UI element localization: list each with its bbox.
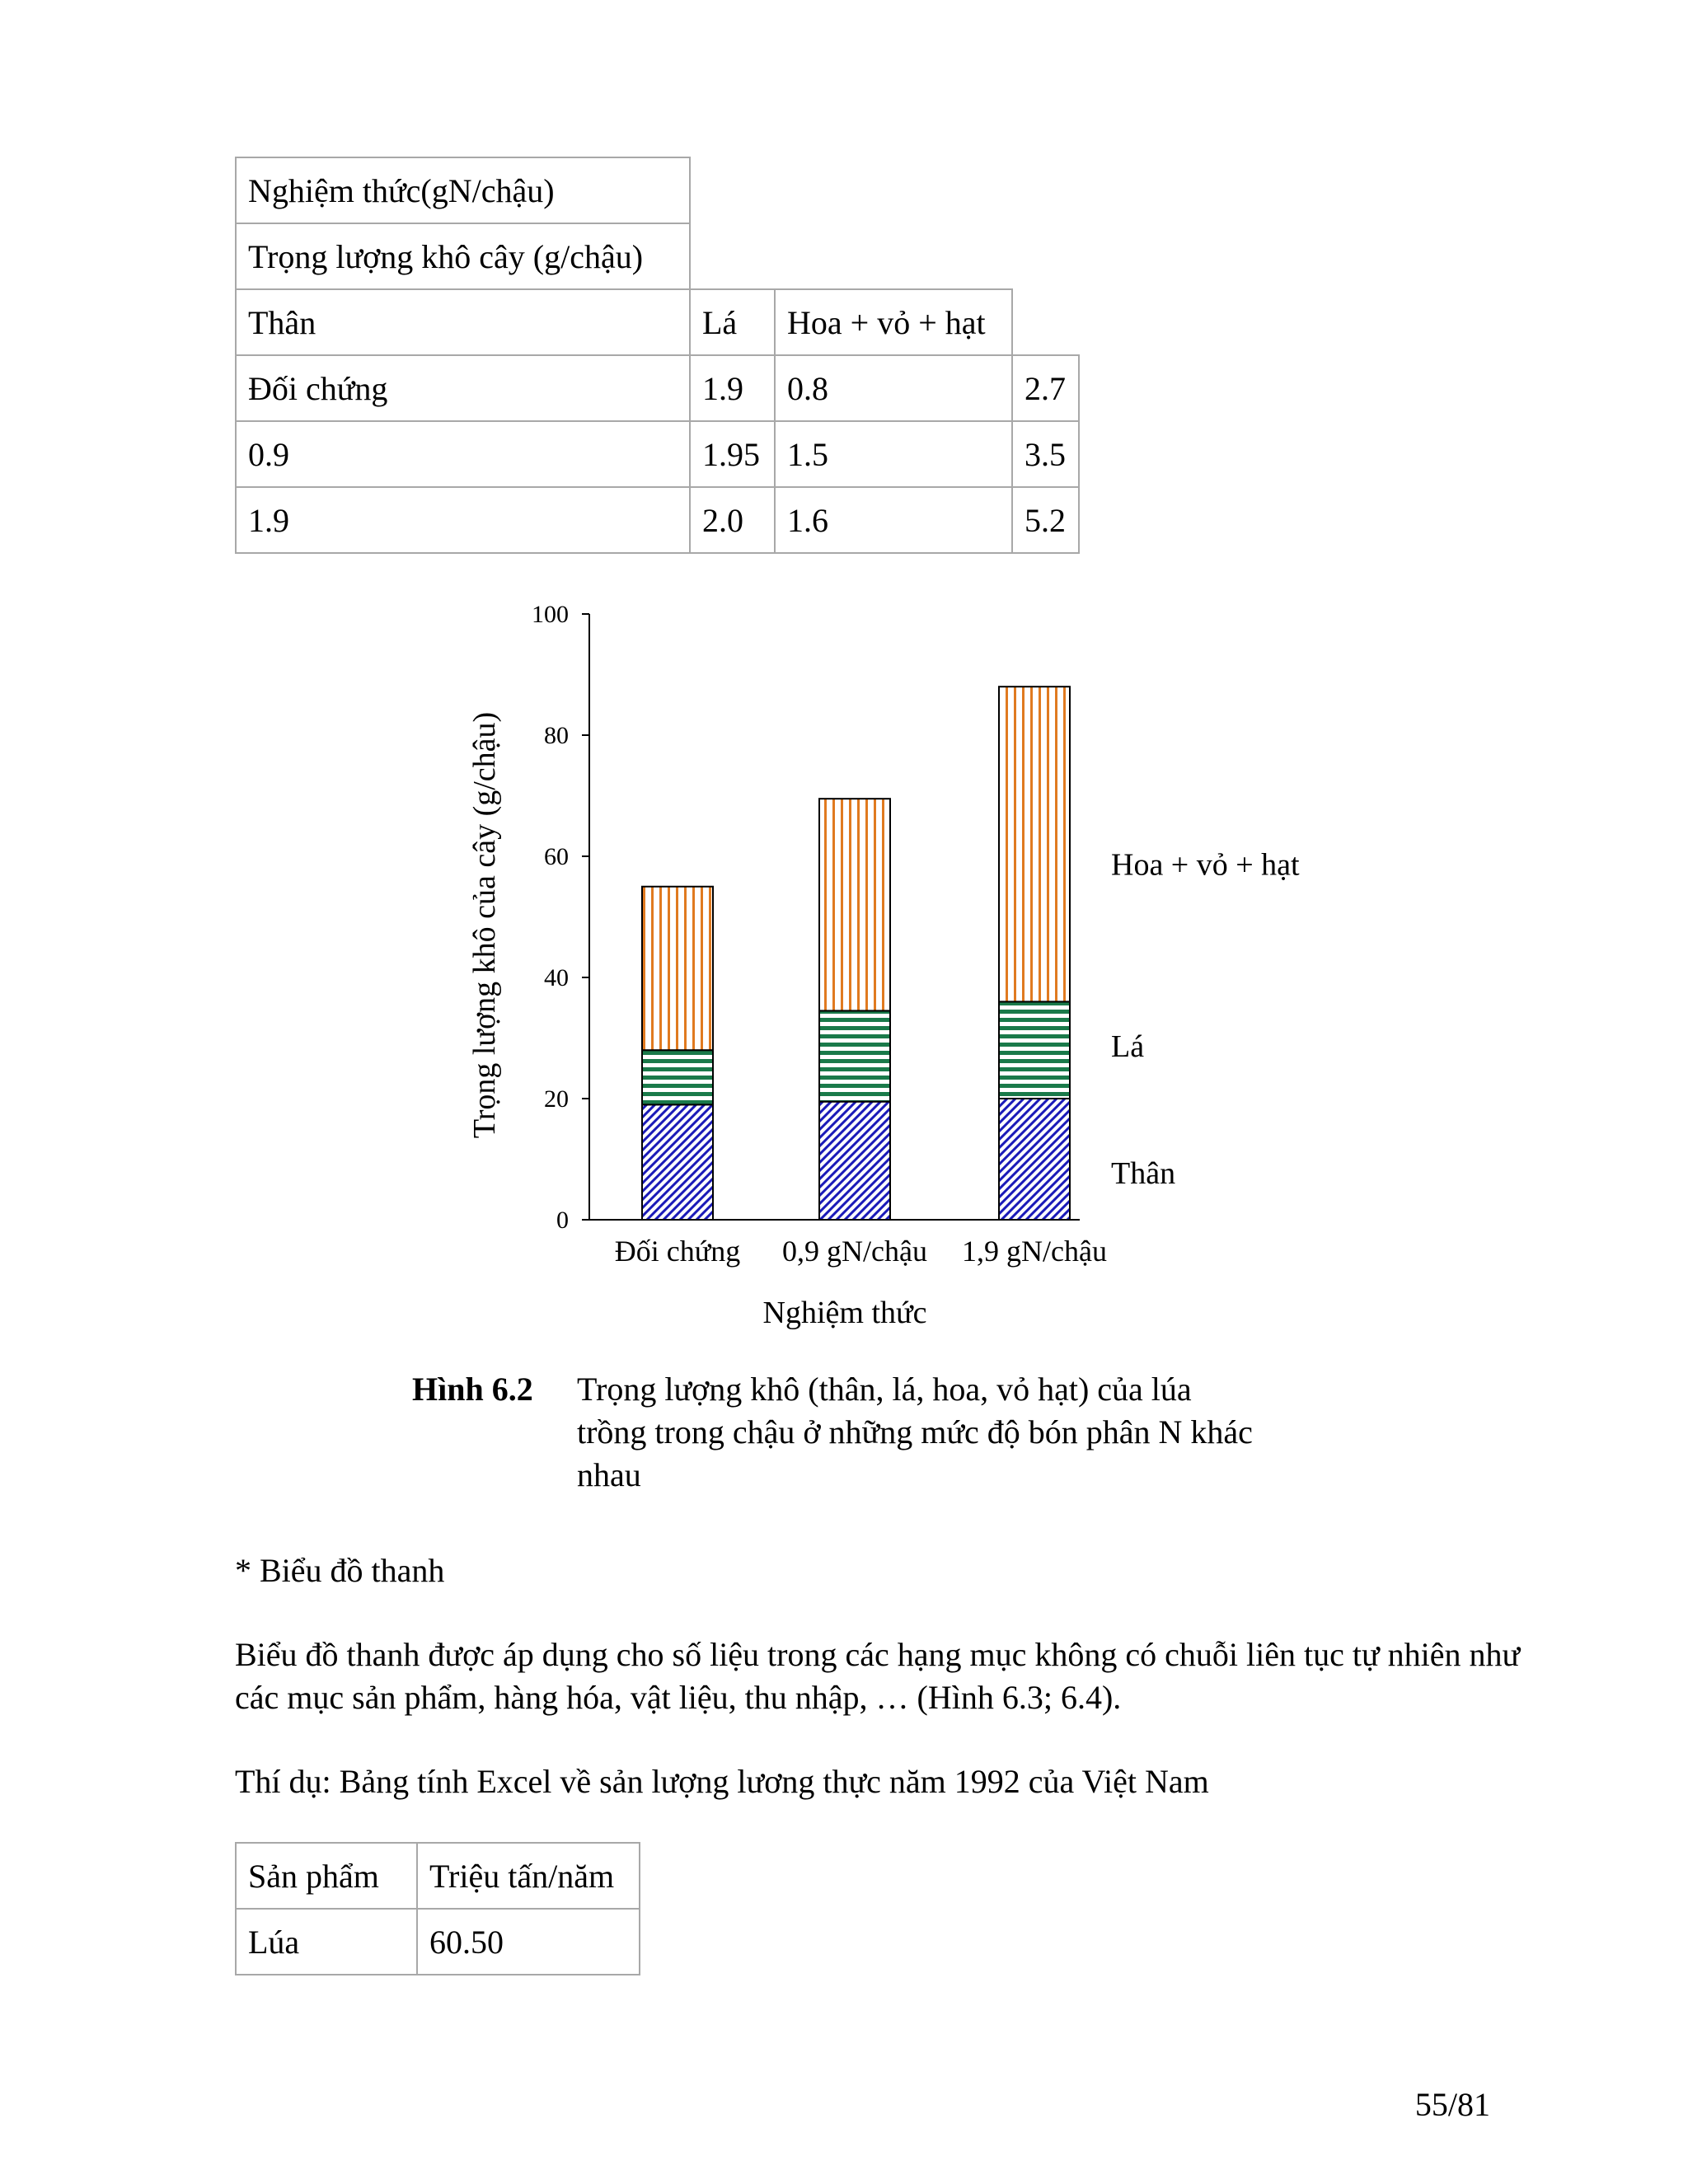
x-tick-label: 1,9 gN/chậu	[962, 1235, 1107, 1268]
chart-svg	[445, 589, 1352, 1347]
table-cell: Nghiệm thức(gN/chậu)	[235, 157, 691, 224]
figure-caption-text: Trọng lượng khô (thân, lá, hoa, vỏ hạt) của lúa trồng trong chậu ở những mức độ bón phân N khác nhau	[577, 1371, 1253, 1493]
y-tick-label: 40	[544, 964, 569, 991]
table-cell: 1.9	[235, 486, 691, 554]
bar-segment	[642, 1050, 713, 1104]
table-cell: 60.50	[416, 1908, 640, 1975]
stacked-bar-chart	[445, 589, 1352, 1347]
table-cell: Lá	[689, 288, 776, 356]
page-number: 55/81	[1414, 2086, 1490, 2123]
y-tick-label: 100	[532, 601, 569, 628]
table-cell: 2.7	[1011, 354, 1080, 422]
table-cell: 2.0	[689, 486, 776, 554]
chart-plot-area	[467, 601, 1300, 1330]
bar-segment	[819, 1010, 890, 1101]
legend-label: Lá	[1111, 1029, 1145, 1064]
figure-caption-label: Hình 6.2	[412, 1371, 533, 1408]
section-heading: * Biểu đồ thanh	[235, 1552, 445, 1589]
y-tick-label: 20	[544, 1085, 569, 1113]
legend-label: Thân	[1111, 1156, 1176, 1192]
bar-segment	[642, 1104, 713, 1220]
table-cell: 0.9	[235, 420, 691, 488]
table-cell: 3.5	[1011, 420, 1080, 488]
x-axis-title: Nghiệm thức	[762, 1296, 927, 1330]
table-header-cell: Triệu tấn/năm	[416, 1842, 640, 1910]
bar-segment	[999, 1001, 1070, 1099]
table-cell: 1.95	[689, 420, 776, 488]
table-cell: Lúa	[235, 1908, 418, 1975]
table-cell: 1.9	[689, 354, 776, 422]
table-cell: 0.8	[774, 354, 1013, 422]
table-cell: Đối chứng	[235, 354, 691, 422]
x-tick-label: 0,9 gN/chậu	[782, 1235, 927, 1268]
table-cell: 5.2	[1011, 486, 1080, 554]
y-tick-label: 60	[544, 843, 569, 870]
bar-segment	[999, 687, 1070, 1001]
y-axis-title: Trọng lượng khô của cây (g/chậu)	[467, 711, 502, 1139]
paragraph: Thí dụ: Bảng tính Excel về sản lượng lương thực năm 1992 của Việt Nam	[235, 1763, 1209, 1800]
bar-segment	[819, 799, 890, 1010]
bar-segment	[819, 1102, 890, 1220]
paragraph: Biểu đồ thanh được áp dụng cho số liệu trong các hạng mục không có chuỗi liên tục tự nhiên như các mục sản phẩm, hàng hóa, vật liệu, thu nhập, … (Hình 6.3; 6.4).	[235, 1636, 1521, 1716]
table-cell: Thân	[235, 288, 691, 356]
table-cell: 1.5	[774, 420, 1013, 488]
legend-label: Hoa + vỏ + hạt	[1111, 847, 1300, 883]
y-tick-label: 80	[544, 722, 569, 749]
table-cell: Hoa + vỏ + hạt	[774, 288, 1013, 356]
bar-segment	[999, 1099, 1070, 1220]
x-tick-label: Đối chứng	[614, 1235, 741, 1268]
bar-segment	[642, 887, 713, 1050]
table-cell: 1.6	[774, 486, 1013, 554]
table-cell: Trọng lượng khô cây (g/chậu)	[235, 223, 691, 290]
table-header-cell: Sản phẩm	[235, 1842, 418, 1910]
y-tick-label: 0	[556, 1207, 569, 1234]
